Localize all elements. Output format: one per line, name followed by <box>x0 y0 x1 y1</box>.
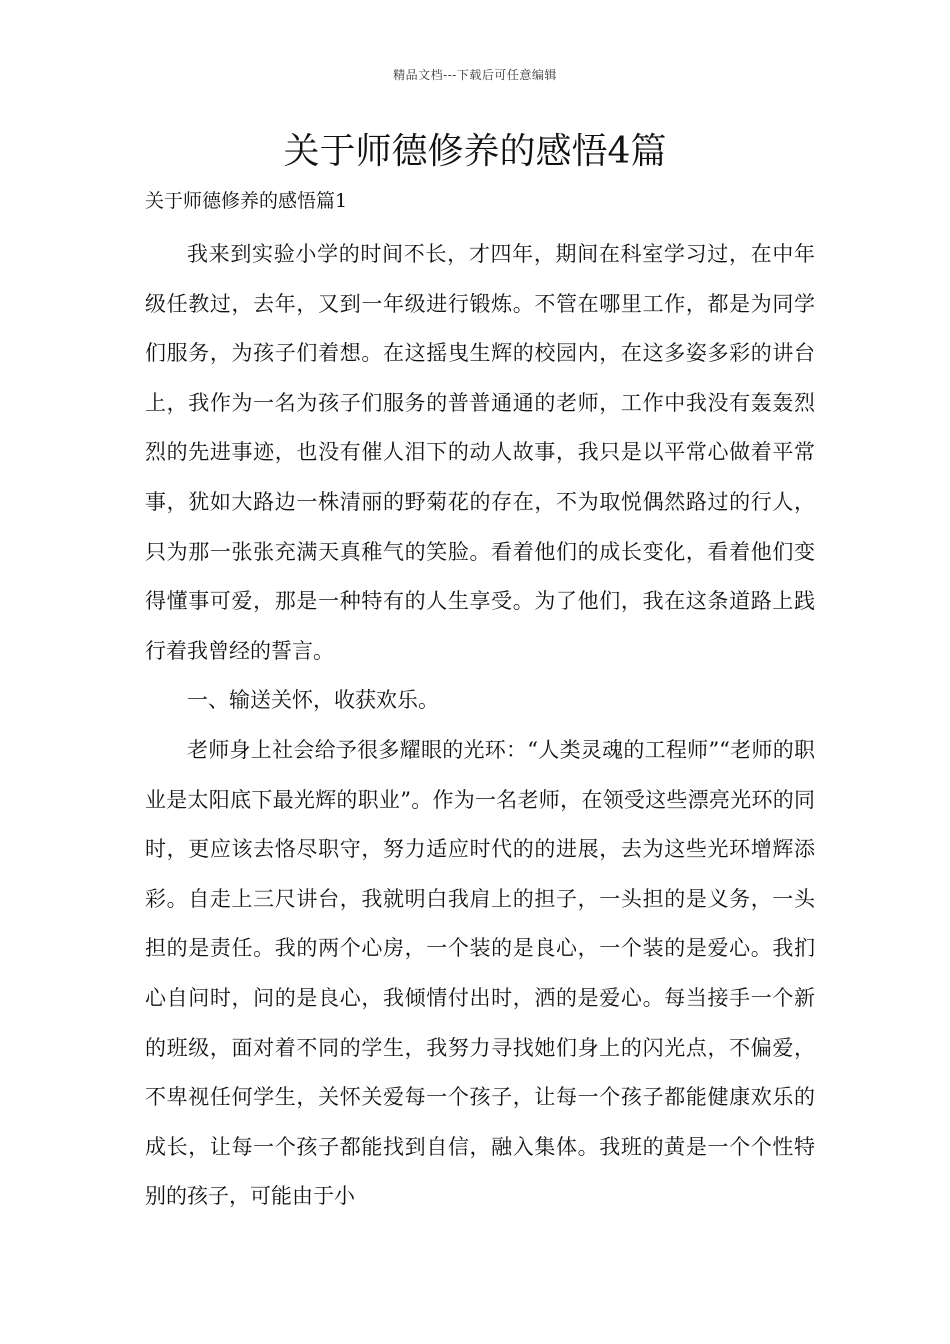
section-heading-1: 一、输送关怀，收获欢乐。 <box>187 688 439 713</box>
section-subtitle: 关于师德修养的感悟篇1 <box>145 190 348 212</box>
document-title: 关于师德修养的感悟4篇 <box>283 131 667 172</box>
paragraph-1: 我来到实验小学的时间不长，才四年，期间在科室学习过，在中年级任教过，去年，又到一年级进行锻炼。不管在哪里工作，都是为同学们服务，为孩子们着想。在这摇曳生辉的校园内，在这多姿多彩的讲台上，我作为一名为孩子们服务的普普通通的老师，工作中我没有轰轰烈烈的先进事迹，也没有催人泪下的动人故事，我只是以平常心做着平常事，犹如大路边一株清丽的野菊花的存在，不为取悦偶然路过的行人，只为那一张张充满天真稚气的笑脸。看着他们的成长变化，看着他们变得懂事可爱，那是一种特有的人生享受。为了他们，我在这条道路上践行着我曾经的誓言。 <box>145 242 815 663</box>
document-body <box>145 230 815 1222</box>
paragraph-2: 老师身上社会给予很多耀眼的光环：“人类灵魂的工程师”“老师的职业是太阳底下最光辉的职业”。作为一名老师，在领受这些漂亮光环的同时，更应该去恪尽职守，努力适应时代的的进展，去为这些光环增辉添彩。自走上三尺讲台，我就明白我肩上的担子，一头担的是义务，一头担的是责任。我的两个心房，一个装的是良心，一个装的是爱心。我扪心自问时，问的是良心，我倾情付出时，洒的是爱心。每当接手一个新的班级，面对着不同的学生，我努力寻找她们身上的闪光点，不偏爱，不卑视任何学生，关怀关爱每一个孩子，让每一个孩子都能健康欢乐的成长，让每一个孩子都能找到自信，融入集体。我班的黄是一个个性特别的孩子，可能由于小 <box>145 737 815 1209</box>
header-note: 精品文档---下载后可任意编辑 <box>393 68 557 82</box>
